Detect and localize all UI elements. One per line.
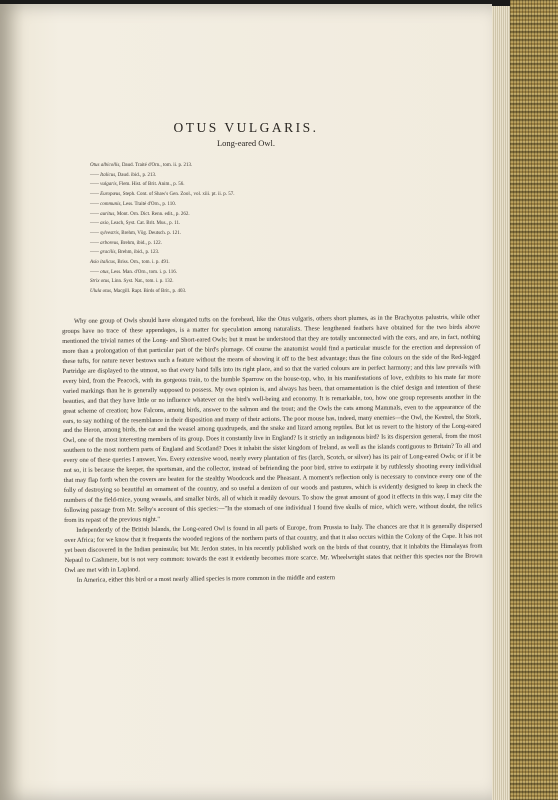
synonym-entry: —— asio, Leach, Syst. Cat. Brit. Mus., p. 11. xyxy=(90,221,181,227)
body-paragraph: In America, either this bird or a most nearly allied species is more common in the middle and eastern xyxy=(76,573,335,584)
synonym-entry: —— communis, Less. Traité d'Orn., p. 110. xyxy=(90,201,176,207)
page-title: OTUS VULGARIS. xyxy=(173,120,319,135)
book-spine-gilt-edge xyxy=(510,0,558,800)
synonym-entry: —— gracilis, Brehm, ibid., p. 123. xyxy=(90,250,160,256)
body-paragraph: Why one group of Owls should have elongated tufts on the forehead, like the Otus vulgaris, others short plumes, as in the Brachyotus palustris, while other groups have no trace of these appendages, is a matter for speculation among naturalists. These lengthened feathers have obtained for the two birds above mentioned the trivial names of the Long- and Short-eared Owls; but it must be understood that they are totally unconnected with the ears, and are, in fact, nothing more than a prolongation of that particular part of the bird's plumage. Of course the anatomist would find a particular muscle for the erection and depression of these tufts, for nature never bestows such a feature without the means of showing it off to the best advantage; thus the fine colours on the side of the Red-legged Partridge are displayed to the utmost, so that every hand falls into its right place, and so that the varied colours are in perfect harmony; and this law prevails with every bird, from the Peacock, with its gorgeous train, to the humble Sparrow on the house-top, who, in his manifestations of love, exhibits to his mate far more varied markings than he is generally supposed to possess. My own opinion is, and always has been, that ornamentation is the chief design and intention of these beauties, and that they have little or no influence whatever on the bird's well-being and economy. It is remarkable, too, how one group represents another in the great scheme of creation; how Falcons, among birds, answer to the salmon and the trout; and the Owls the cats among Mammals, even to the appearance of the ears, to say nothing of the resemblance in their disposition and many of their actions. The poor mouse has, indeed, many enemies—the Owl, the Kestrel, the Stork, and the Heron, among birds, the cat and the weasel among quadrupeds, and the snake and lizard among reptiles. But let us revert to the history of the Long-eared Owl, one of the most interesting members of its group. Does it constantly live in England? Is it strictly an indigenous bird? Is its dispersion general, from the most southern to the most northern parts of England and Scotland? Does it inhabit the sister kingdom of Ireland, as well as the islands contiguous to Britain? To all and every one of these queries I answer, Yes. Every extensive wood, nearly every plantation of firs (larch, Scotch, or silver) has its pair of Long-eared Owls; or if it be not so, it is because the keeper, the sportsman, and the collector, instead of befriending the poor bird, strive to extirpate it by ruthlessly shooting every individual that may flap forth when the covers are beaten for the stealthy Woodcock and the Pheasant. A moment's reflection only is necessary to convince every one of the folly of destroying so beautiful an ornament of the country, and so useful a denizen of our woods and pastures, which is evidently designed to keep in check the numbers of the field-mice, young weasels, and smaller birds, all of which it readily devours. To show the great amount of good it effects in this way, I may cite the following passage from Mr. Selby's account of this species:—"In the stomach of one individual I found five skulls of mice, which were, without doubt, the relics from its repast of the previous night." xyxy=(62,313,483,525)
body-text xyxy=(62,313,483,586)
synonym-entry: —— vulgaris, Flem. Hist. of Brit. Anim., p. 56. xyxy=(90,182,185,188)
synonym-entry: —— arboreus, Brehm, ibid., p. 122. xyxy=(90,240,162,246)
synonym-entry: Otus albicollis, Daud. Traité d'Orn., tom. ii. p. 213. xyxy=(90,163,193,168)
synonym-entry: Ulula otus, Macgill. Rapt. Birds of Brit., p. 403. xyxy=(90,289,187,295)
synonym-entry: Strix otus, Linn. Syst. Nat., tom. i. p. 132. xyxy=(90,279,174,285)
page-subtitle: Long-eared Owl. xyxy=(216,138,276,148)
book-page xyxy=(0,4,492,800)
synonym-entry: —— sylvestris, Brehm, Vög. Deutsch. p. 121. xyxy=(90,230,182,236)
synonymy-list xyxy=(90,161,390,297)
synonym-entry: Asio italicus, Briss. Orn., tom. i. p. 491. xyxy=(90,260,170,266)
synonym-entry: —— auritus, Mont. Orn. Dict. Renn. edit., p. 262. xyxy=(90,211,190,217)
body-paragraph: Independently of the British Islands, the Long-eared Owl is found in all parts of Europe, from Prussia to Italy. The chances are that it is generally dispersed over Africa; for we know that it frequents the wooded regions of the northern parts of that country, and that it also occurs within the Colony of the Cape. It has not yet been discovered in the Indian peninsula; but Mr. Jerdon states, in his recently published work on the birds of that country, that it inhabits the Himalayas from Nepaul to Cashmere, but is not very common: towards the east it evidently becomes more scarce. Mr. Wheelwright states that neither this species nor the Brown Owl are met with in Lapland. xyxy=(64,522,483,574)
synonym-entry: —— otus, Less. Man. d'Orn., tom. i. p. 116. xyxy=(90,269,177,275)
synonym-entry: —— Italicus, Daud. ibid., p. 213. xyxy=(90,172,157,178)
synonym-entry: —— Europæus, Steph. Cont. of Shaw's Gen. Zool., vol. xiii. pt. ii. p. 57. xyxy=(90,192,235,198)
